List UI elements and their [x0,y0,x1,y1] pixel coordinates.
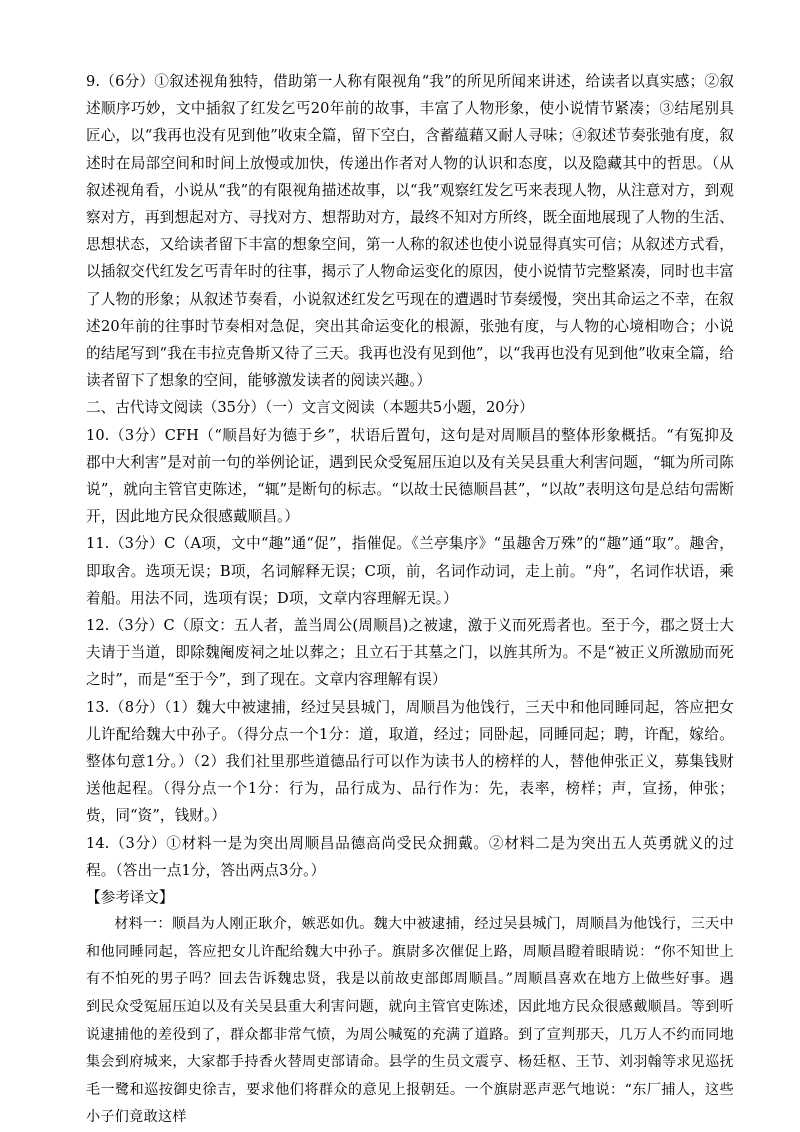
answer-14: 14.（3分）①材料一是为突出周顺昌品德高尚受民众拥戴。②材料二是为突出五人英勇就义的过程。（答出一点1分，答出两点3分。） [86,834,734,879]
reference-translation-text: 材料一：顺昌为人刚正耿介，嫉恶如仇。魏大中被逮捕，经过吴县城门，周顺昌为他饯行，三天中和他同睡同起，答应把女儿许配给魏大中孙子。旗尉多次催促上路，周顺昌瞪着眼睛说：“你不知世上有不怕死的男子吗？回去告诉魏忠贤，我是以前故吏部郎周顺昌。”周顺昌喜欢在地方上做些好事。遇到民众受冤屈压迫以及有关吴县重大利害问题，就向主管官吏陈述，因此地方民众很感戴顺昌。等到听说逮捕他的差役到了，群众都非常气愤，为周公喊冤的充满了道路。到了宣判那天，几万人不约而同地集会到府城来，大家都手持香火替周吏部请命。县学的生员文震亨、杨廷枢、王节、刘羽翰等求见巡抚毛一鹭和巡按御史徐吉，要求他们将群众的意见上报朝廷。一个旗尉恶声恶气地说：“东厂捕人，这些小子们竟敢这样 [86,916,734,1126]
answer-9: 9.（6分）①叙述视角独特，借助第一人称有限视角“我”的所见所闻来讲述，给读者以真实感；②叙述顺序巧妙，文中插叙了红发乞丐20年前的故事，丰富了人物形象，使小说情节紧凑；③结尾别具匠心，以“我再也没有见到他”收束全篇，留下空白，含蓄蕴藉又耐人寻味；④叙述节奏张弛有度，叙述时在局部空间和时间上放慢或加快，传递出作者对人物的认识和态度，以及隐藏其中的哲思。（从叙述视角看，小说从“我”的有限视角描述故事，以“我”观察红发乞丐来表现人物，从注意对方，到观察对方，再到想起对方、寻找对方、想帮助对方，最终不知对方所终，既全面地展现了人物的生活、思想状态，又给读者留下丰富的想象空间，第一人称的叙述也使小说显得真实可信；从叙述方式看，以插叙交代红发乞丐青年时的往事，揭示了人物命运变化的原因，使小说情节完整紧凑，同时也丰富了人物的形象；从叙述节奏看，小说叙述红发乞丐现在的遭遇时节奏缓慢，突出其命运之不幸，在叙述20年前的往事时节奏相对急促，突出其命运变化的根源，张弛有度，与人物的心境相吻合；小说的结尾写到“我在韦拉克鲁斯又待了三天。我再也没有见到他”，以“我再也没有见到他”收束全篇，给读者留下了想象的空间，能够激发读者的阅读兴趣。） [86,73,734,390]
answer-12: 12.（3分）C（原文：五人者，盖当周公(周顺昌)之被逮，激于义而死焉者也。至于今，郡之贤士大夫请于当道，即除魏阉废祠之址以葬之；且立石于其墓之门，以旌其所为。不是“被正义所激励而死之时”，而是“至于今”，到了现在。文章内容理解有误） [86,617,734,689]
answer-11: 11.（3分）C（A项，文中“趣”通“促”，指催促。《兰亭集序》“虽趣舍万殊”的“趣”通“取”。趣舍，即取舍。选项无误；B项，名词解释无误；C项，前，名词作动词，走上前。“舟”，名词作状语，乘着船。用法不同，选项有误；D项，文章内容理解无误。） [86,535,734,607]
answer-document [86,68,734,1132]
reference-translation-heading: 【参考译文】 [86,889,174,907]
answer-13: 13.（8分）（1）魏大中被逮捕，经过吴县城门，周顺昌为他饯行，三天中和他同睡同起，答应把女儿许配给魏大中孙子。（得分点一个1分：道，取道，经过；同卧起，同睡同起；聘，许配，嫁给。整体句意1分。）（2）我们社里那些道德品行可以作为读书人的榜样的人，替他伸张正义，募集钱财送他起程。（得分点一个1分：行为，品行成为、品行作为：先，表率，榜样；声，宣扬，伸张；赀，同“资”，钱财。） [86,698,734,825]
section-heading-classical-chinese: 二、古代诗文阅读（35分）（一）文言文阅读（本题共5小题，20分） [86,399,534,417]
answer-10: 10.（3分）CFH（“顺昌好为德于乡”，状语后置句，这句是对周顺昌的整体形象概括。“有冤抑及郡中大利害”是对前一句的举例论证，遇到民众受冤屈压迫以及有关吴县重大利害问题，“辄为所司陈说”，就向主管官吏陈述，“辄”是断句的标志。“以故士民德顺昌甚”，“以故”表明这句是总结句需断开，因此地方民众很感戴顺昌。） [86,426,734,526]
